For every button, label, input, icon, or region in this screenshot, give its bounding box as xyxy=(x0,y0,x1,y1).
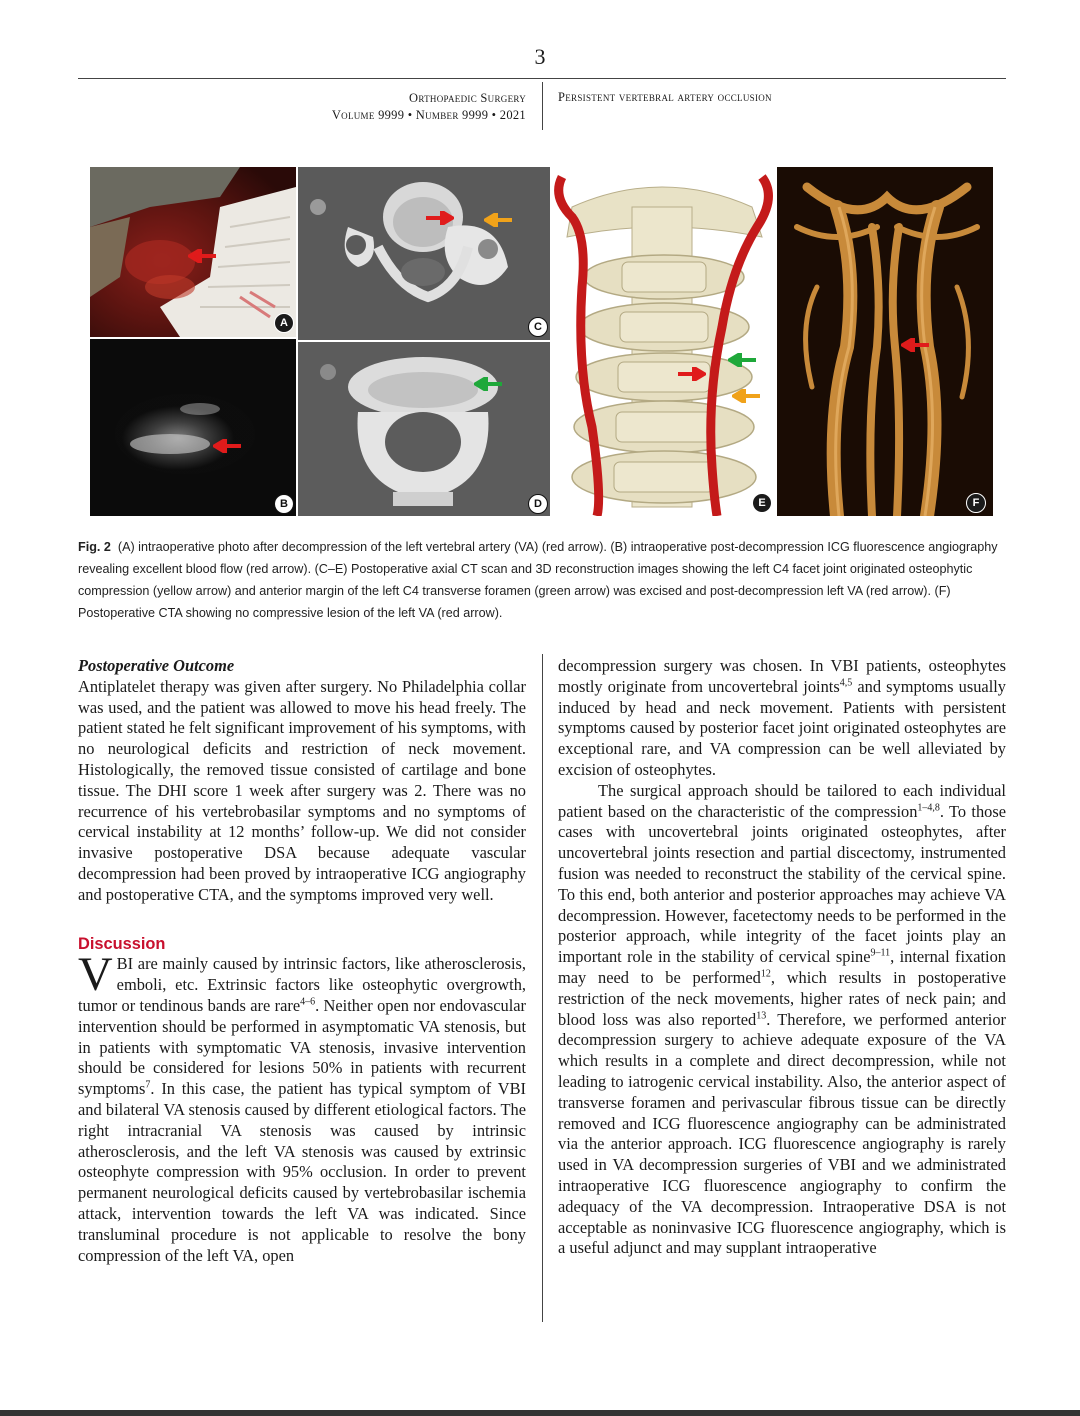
cta-image xyxy=(777,167,993,516)
yellow-arrow-icon xyxy=(484,213,514,227)
journal-info xyxy=(78,90,526,124)
figure-panel-a xyxy=(90,167,296,337)
page-number: 3 xyxy=(534,44,546,69)
yellow-arrow-icon xyxy=(732,389,762,403)
figure-panel-e xyxy=(552,167,775,516)
figure-caption-text: (A) intraoperative photo after decompression of the left vertebral artery (VA) (red arrow). (B) intraoperative post-decompression ICG fluorescence angiography revealing excellent blood flow (red arrow). (C–E) Postoperative axial CT scan and 3D reconstruction images showing the left C4 facet joint originated osteophytic compression (yellow arrow) and anterior margin of the left C4 transverse foramen (green arrow) was excised and post-decompression left VA (red arrow). (F) Postoperative CTA showing no compressive lesion of the left VA (red arrow). xyxy=(78,540,998,620)
red-arrow-icon xyxy=(424,211,454,225)
panel-label-f: F xyxy=(966,493,986,513)
column-divider xyxy=(542,654,543,1322)
axial-ct-image-d xyxy=(298,342,550,516)
journal-volume: Volume 9999 • Number 9999 • 2021 xyxy=(331,108,526,122)
paragraph xyxy=(558,781,1006,1259)
header-rule xyxy=(78,78,1006,79)
figure-panel-d xyxy=(298,342,550,516)
citation: 4–6 xyxy=(300,996,316,1008)
figure-label: Fig. 2 xyxy=(78,540,111,554)
panel-label-d: D xyxy=(528,494,548,514)
right-column xyxy=(558,656,1006,1259)
figure-panel-b xyxy=(90,339,296,516)
paragraph: Antiplatelet therapy was given after surgery. No Philadelphia collar was used, and the patient was allowed to move his head freely. The patient stated he felt significant improvement of his symptoms, with no neurological deficits and restriction of neck movement. Histologically, the removed tissue consisted of cartilage and bone tissue. The DHI score 1 week after surgery was 2. There was no recurrence of his vertebrobasilar symptoms and no symptoms of cervical instability at 12 months’ follow-up. We did not consider invasive postoperative DSA because adequate vascular decompression had been proved by intraoperative ICG angiography and postoperative CTA, and the symptoms improved very well. xyxy=(78,676,526,904)
text-run: The surgical approach should be tailored to each individual patient based on the characteristic of the compression xyxy=(558,780,1006,821)
figure-panel-c xyxy=(298,167,550,340)
journal-name: Orthopaedic Surgery xyxy=(409,91,526,105)
paragraph xyxy=(558,656,1006,781)
panel-label-c: C xyxy=(528,317,548,337)
figure-panel-f xyxy=(777,167,993,516)
text-run: . Neither open nor endovascular intervention should be performed in asymptomatic VA stenosis, but in patients with symptomatic VA stenosis, invasive intervention should be considered for lesions 50% in patients with recurrent symptoms xyxy=(78,995,526,1099)
red-arrow-icon xyxy=(901,338,931,352)
axial-ct-image-c xyxy=(298,167,550,340)
text-run: , which results in postoperative restriction of the neck movements, higher rates of neck pain; and blood loss was also reported xyxy=(558,967,1007,1029)
green-arrow-icon xyxy=(728,353,758,367)
red-arrow-icon xyxy=(676,367,706,381)
citation: 9–11 xyxy=(870,947,891,959)
left-column xyxy=(78,656,526,1266)
red-arrow-icon xyxy=(188,249,218,263)
drop-cap: V xyxy=(78,948,113,1002)
3d-reconstruction-image xyxy=(552,167,775,516)
page-bottom-edge xyxy=(0,1410,1080,1416)
text-run: BI are mainly caused by intrinsic factors, like atherosclerosis, emboli, etc. Extrinsic factors like osteophytic overgrowth, tumor or tendinous bands are rare xyxy=(78,954,526,1015)
citation: 7 xyxy=(145,1079,151,1091)
section-title-discussion: Discussion xyxy=(78,934,166,953)
text-run: . In this case, the patient has typical symptom of VBI and bilateral VA stenosis caused by different etiological factors. The right intracranial VA stenosis was caused by intrinsic atherosclerosis, and the left VA stenosis was caused by extrinsic osteophyte compression with 95% occlusion. In order to prevent permanent neurological deficits caused by vertebrobasilar ischemia attack, intervention towards the left VA was indicated. Since transluminal procedure is not applicable to resolve the bony compression of the left VA, open xyxy=(78,1079,526,1265)
citation: 12 xyxy=(760,968,771,980)
panel-label-a: A xyxy=(274,313,294,333)
text-run: . To those cases with uncovertebral joints originated osteophytes, after uncovertebral joints resection and partial discectomy, instrumented fusion was needed to reconstruct the stability of the cervical spine. To this end, both anterior and posterior approaches may achieve VA decompression. However, facetectomy needs to be performed in the posterior approach, while integrity of the facet joints play an important role in the stability of cervical spine xyxy=(558,801,1006,967)
text-run: . Therefore, we performed anterior decompression surgery to achieve adequate exposure of the VA which results in a complete and direct decompression, while not leading to iatrogenic cervical instability. Also, the anterior aspect of transverse foramen and perivascular fibrous tissue can be directly removed and ICG fluorescence angiography can be administrated via the anterior approach. ICG fluorescence angiography is rarely used in VA decompression surgeries of VBI and we administrated intraoperative ICG fluorescence angiography to confirm the adequacy of the VA decompression. Intraoperative DSA is not acceptable as noninvasive ICG fluorescence angiography, which is a useful adjunct and may supplant intraoperative xyxy=(558,1009,1006,1258)
running-title: Persistent vertebral artery occlusion xyxy=(558,90,772,104)
icg-angiography-image xyxy=(90,339,296,516)
citation: 4,5 xyxy=(839,677,853,689)
citation: 1–4,8 xyxy=(917,802,940,814)
red-arrow-icon xyxy=(213,439,243,453)
text-run: , internal fixation may need to be performed xyxy=(558,947,1006,987)
panel-label-b: B xyxy=(274,494,294,514)
text-run: and symptoms usually induced by head and neck movement. Patients with persistent symptoms caused by posterior facet joint originated osteophytes are exceptional rare, and VA compression can be well alleviated by excision of osteophytes. xyxy=(558,676,1007,779)
section-title-postoperative-outcome: Postoperative Outcome xyxy=(78,656,235,675)
green-arrow-icon xyxy=(474,377,504,391)
citation: 13 xyxy=(756,1010,767,1022)
header-divider xyxy=(542,82,543,130)
figure-caption xyxy=(78,536,1006,624)
paragraph xyxy=(78,948,526,1266)
text-run: decompression surgery was chosen. In VBI patients, osteophytes mostly originate from uncovertebral joints xyxy=(558,656,1006,696)
panel-label-e: E xyxy=(752,493,772,513)
